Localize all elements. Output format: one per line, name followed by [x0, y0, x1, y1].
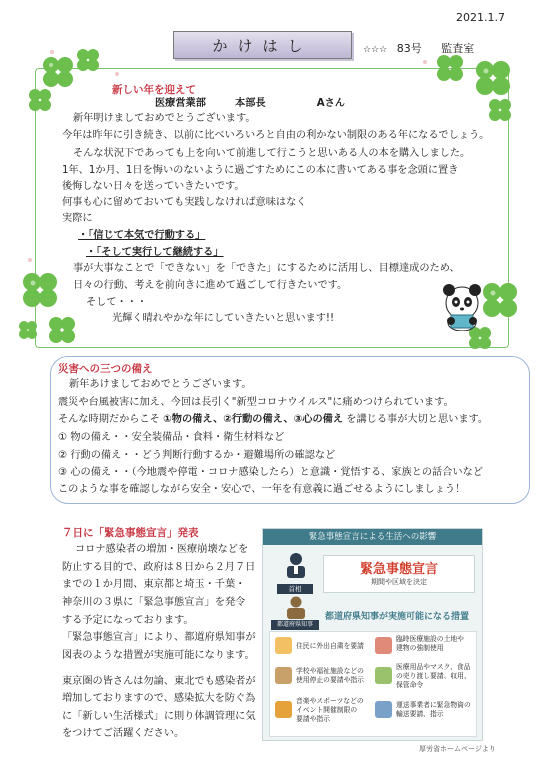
section1-line: 新年明けましておめでとうございます。	[73, 113, 256, 124]
emergency-infographic	[262, 528, 483, 741]
measure-item: 学校や福祉施設などの 使用停止の要請や指示	[296, 667, 364, 684]
section2-line: ③ 心の備え・・（今地震や停電・コロナ感染したら）と意識・覚悟する、家族との話合いなど	[58, 467, 483, 478]
section1-line: そんな状況下であっても上を向いて前進して行こうと思いある人の本を購入しました。	[73, 148, 471, 159]
infographic-header: 緊急事態宣言による生活への影響	[263, 529, 482, 545]
section3-heading-a: ７日に	[62, 527, 94, 539]
school-icon	[275, 667, 292, 684]
issue-number: 83号	[396, 42, 422, 55]
pm-label: 首相	[277, 584, 313, 594]
motto-bullet: ・「信じて本気で行動する」	[78, 230, 206, 241]
author-name: Aさん	[316, 98, 345, 109]
newsletter-title: かけはし	[173, 31, 352, 59]
motto-bullet: ・「そして実行して継続する」	[86, 247, 224, 258]
section1-line: 事が大事なことで「できない」を「できた」にするために活用し、目標達成のため、	[73, 263, 460, 274]
section1-line: 後悔しない日々を送っていきたいです。	[62, 181, 245, 192]
governor-label: 都道府県知事	[271, 620, 319, 630]
home-icon	[275, 637, 292, 654]
panda-reading-icon	[437, 283, 487, 331]
section2-line: 新年あけましておめでとうございます。	[69, 379, 252, 390]
truck-icon	[375, 701, 392, 718]
section1-line: 何事も心に留めておいても実践しなければ意味はなく	[62, 197, 307, 208]
author-title: 本部長	[235, 98, 266, 109]
section1-heading: 新しい年を迎えて	[112, 84, 196, 96]
author-dept: 医療営業部	[155, 98, 206, 109]
section1-line: 日々の行動、考えを前向きに進めて過ごして行きたいです。	[73, 280, 348, 291]
section2-line: ② 行動の備え・・どう判断行動するか・避難場所の確認など	[58, 450, 336, 461]
section3-heading-b: 「緊急事態宣言」	[93, 527, 178, 539]
measure-item: 医療用品やマスク、食品 の売り渡し要請、収用、 保管命令	[396, 663, 471, 689]
section3-line: 「緊急事態宣言」により、都道府県知事が	[62, 632, 256, 643]
section3-heading-c: 発表	[177, 527, 199, 539]
three-preparations: ①物の備え、②行動の備え、③心の備え	[163, 414, 344, 425]
event-icon	[275, 701, 292, 718]
section3-line: 東京圏の皆さんは勿論、東北でも感染者が	[62, 676, 256, 687]
section3-line: をつけてご活躍ください。	[62, 728, 185, 739]
section3-line: 神奈川の３県に「緊急事態宣言」を発令	[62, 597, 246, 608]
section3-line: 増加しておりますので、感染拡大を防ぐ為	[62, 693, 256, 704]
prime-minister-icon	[281, 551, 311, 583]
section3-line: コロナ感染者の増加・医療崩壊などを	[75, 544, 249, 555]
emergency-period: 期間や区域を決定	[371, 578, 427, 586]
measures-title: 都道府県知事が実施可能になる措置	[325, 612, 470, 622]
hospital-icon	[375, 637, 392, 654]
section2-line: ① 物の備え・・安全装備品・食料・衛生材料など	[58, 432, 285, 443]
section2-line: このような事を確認しながら安全・安心で、一年を有意義に過ごせるようにしましょう！	[58, 484, 466, 495]
supplies-icon	[375, 667, 392, 684]
department-name: 監査室	[441, 42, 475, 55]
author-line	[155, 97, 345, 110]
issue-date: 2021.1.7	[456, 11, 505, 24]
section3-line: 図表のような措置が実施可能になります。	[62, 650, 255, 661]
image-source: 厚労省ホームページより	[419, 745, 496, 753]
section1-line: 1年、1か月、1日を悔いのないように過ごすためにこの本に書いてある事を念頭に置き	[62, 165, 459, 176]
section3-line: までの１か月間、東京都と埼玉・千葉・	[62, 579, 246, 590]
section3-line: する予定になっております。	[62, 615, 194, 626]
section3-line: 防止する目的で、政府は８日から２月７日	[62, 562, 256, 573]
stars-decoration: ☆☆☆	[363, 45, 388, 55]
measure-item: 住民に外出自粛を要請	[296, 642, 364, 650]
measure-item: 運送事業者に緊急物資の 輸送要請、指示	[396, 701, 471, 718]
section1-line: 実際に	[62, 213, 93, 224]
section2-line	[58, 413, 488, 426]
section3-line: に「新しい生活様式」に則り体調管理に気	[62, 711, 256, 722]
section2-lead: そんな時期だからこそ	[58, 414, 160, 425]
measure-item: 臨時医療施設の土地や 建物の強制使用	[396, 635, 464, 652]
section1-line: 今年は昨年に引き続き、以前に比べいろいろと自由の利かない制限のある年になるでしょう。	[62, 130, 490, 141]
emergency-box	[323, 555, 475, 593]
emergency-title: 緊急事態宣言	[359, 562, 438, 577]
governor-icon	[281, 595, 311, 621]
measure-item: 音楽やスポーツなどの イベント開催制限の 要請や指示	[296, 697, 364, 723]
section2-tail: を講じる事が大切と思います。	[346, 414, 489, 425]
section3-heading	[62, 525, 199, 540]
section1-line: そして・・・	[86, 297, 148, 308]
section2-heading: 災害への三つの備え	[58, 363, 153, 375]
section1-line: 光輝く晴れやかな年にしていきたいと思います!!	[112, 313, 335, 324]
section2-line: 震災や台風被害に加え、今回は長引く"新型コロナウイルス"に痛めつけられています。	[58, 397, 454, 408]
